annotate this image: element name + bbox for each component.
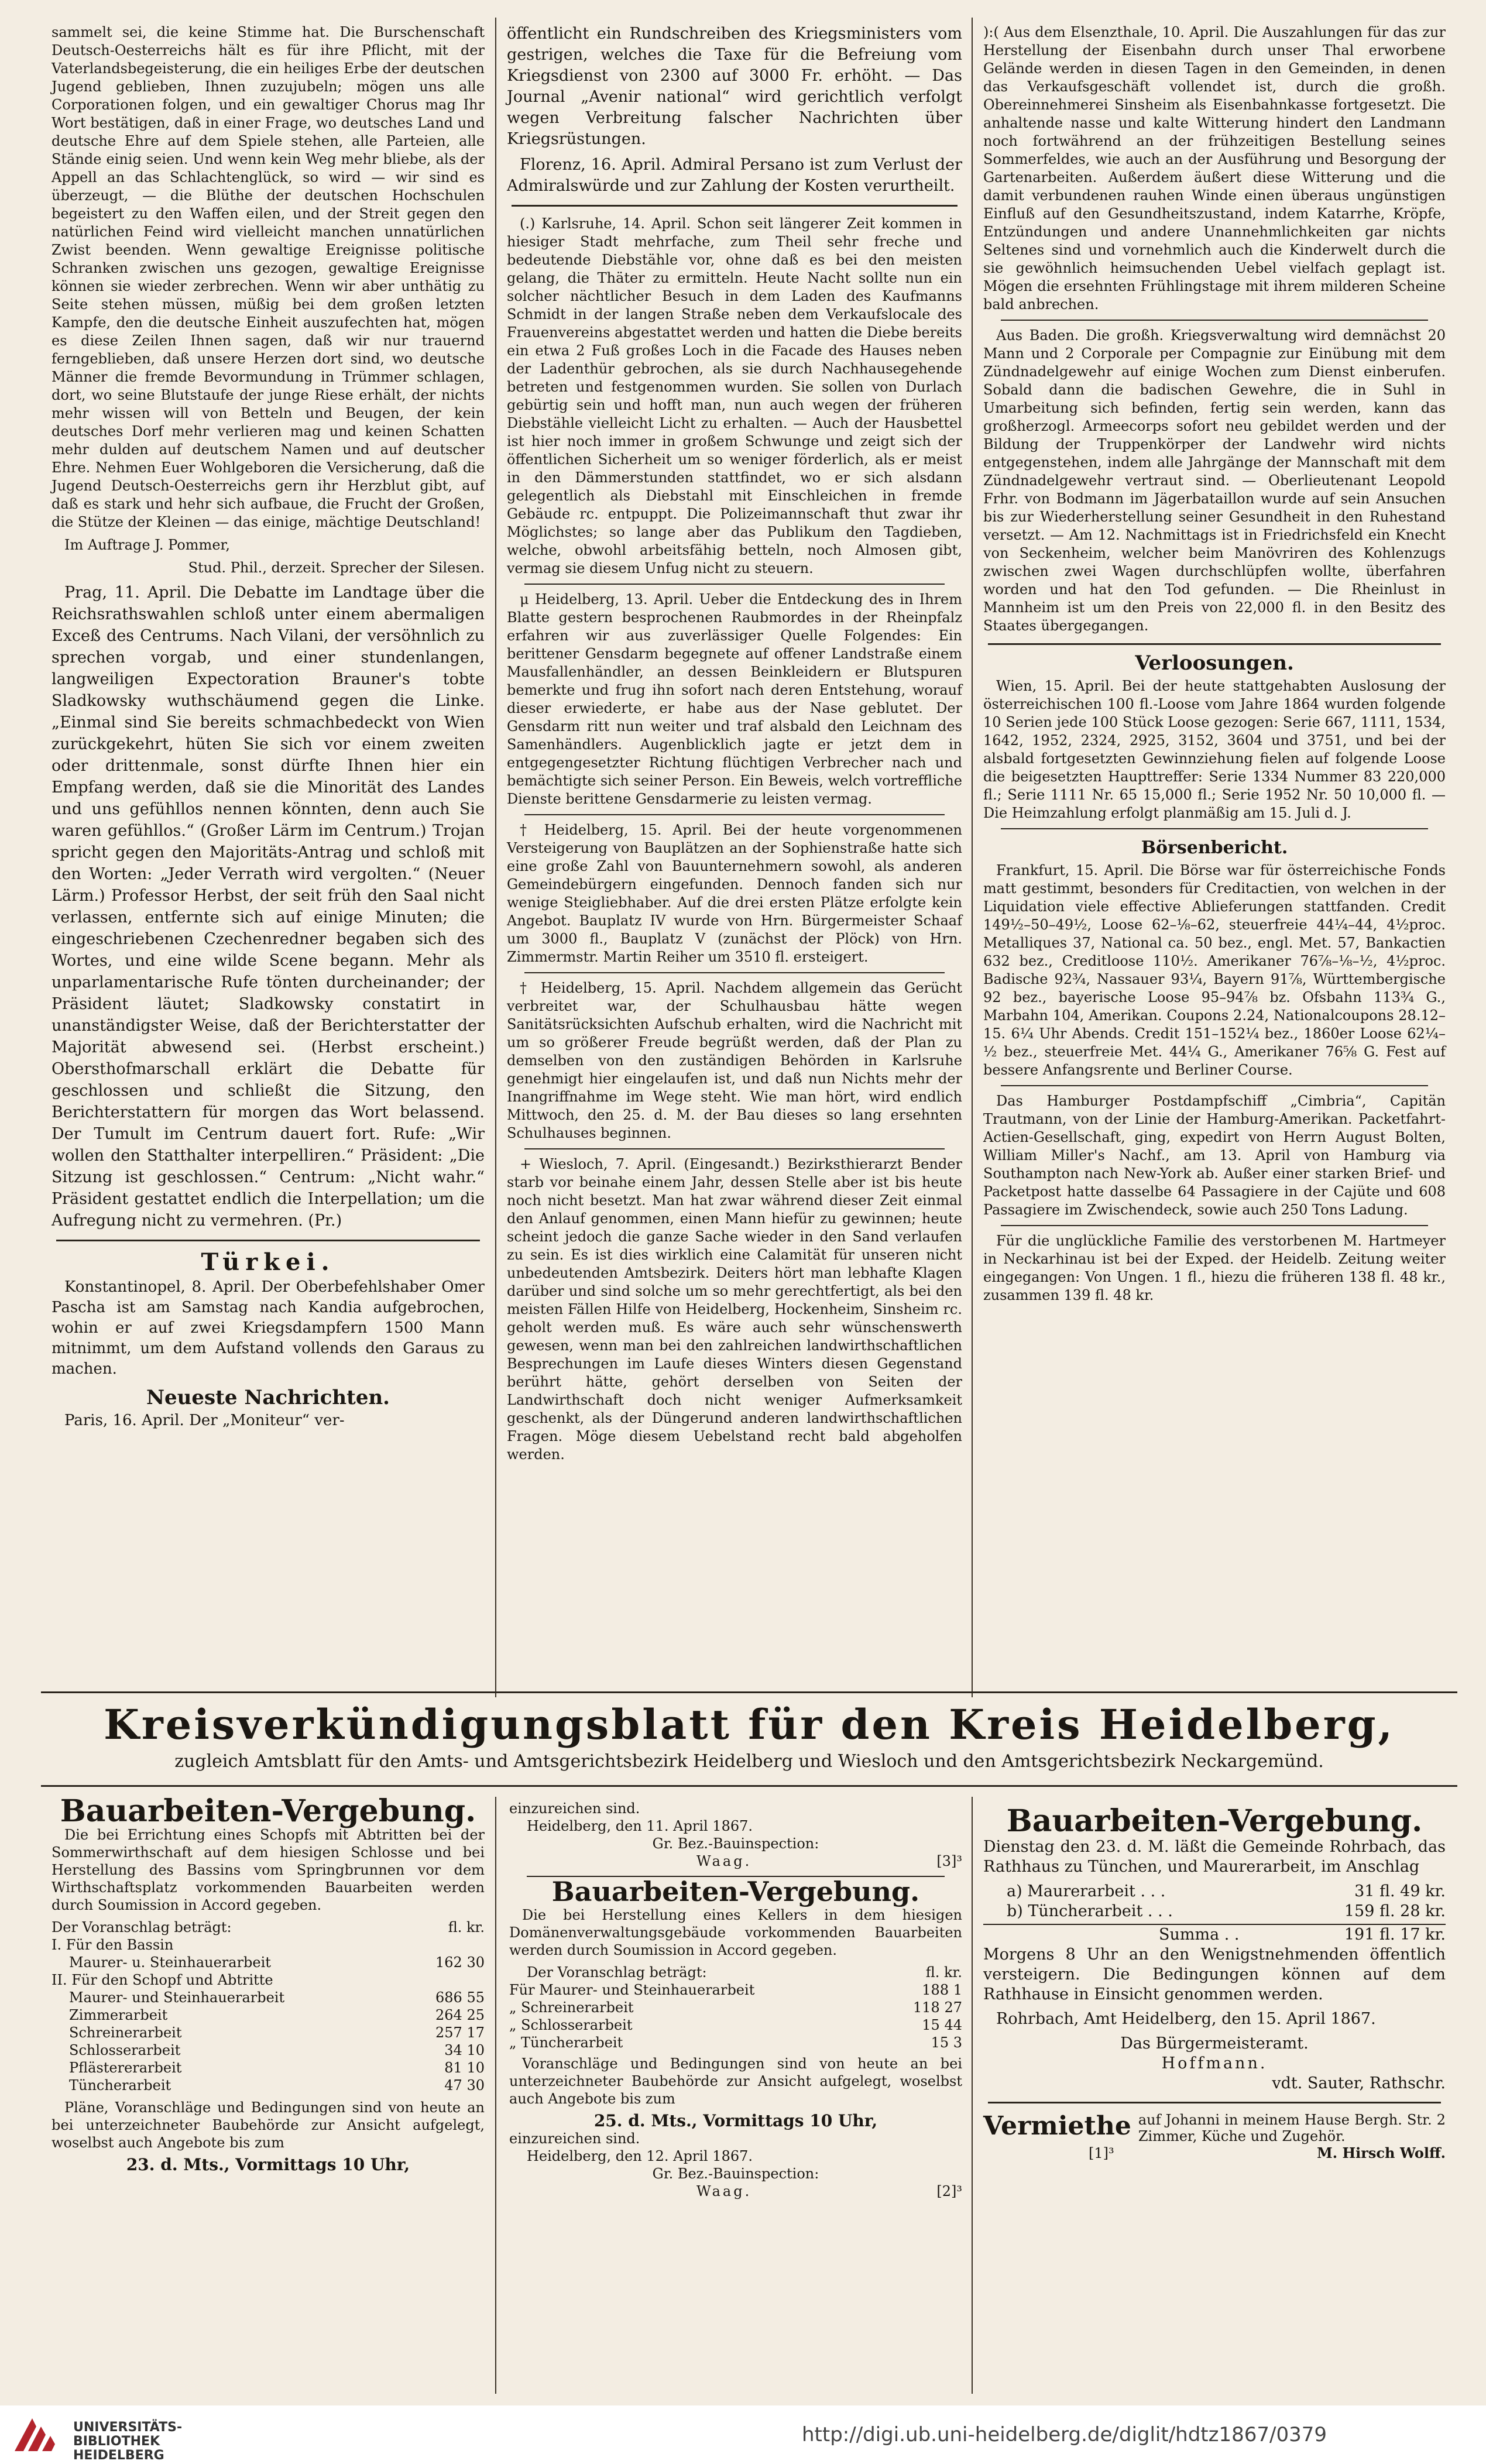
ad-date: Rohrbach, Amt Heidelberg, den 15. April 1867.	[996, 2010, 1376, 2028]
estimate-row	[509, 2016, 962, 2034]
estimate-label: Der Voranschlag beträgt:	[527, 1964, 707, 1981]
divider	[512, 205, 958, 207]
estimate-item-amount: 162 30	[435, 1954, 485, 1971]
ad-bauarbeiten-3	[983, 1803, 1446, 2162]
ad-text: einzureichen sind.	[509, 1800, 640, 1817]
divider	[41, 1785, 1457, 1787]
masthead-title: Kreisverkündigungsblatt für den Kreis Heidelberg,	[104, 1700, 1395, 1749]
estimate-item-amount: 15 44	[922, 2017, 962, 2033]
article-hartmeyer: Für die unglückliche Familie des verstorbenen M. Hartmeyer in Neckarhinau ist bei der Exped. der Heidelb. Zeitung weiter eingegangen: Von Ungen. 1 fl., hiezu die früheren 138 fl. 48 kr., zusammen 139 fl. 48 kr.	[983, 1233, 1446, 1303]
article-florenz: Florenz, 16. April. Admiral Persano ist zum Verlust der Admiralswürde und zur Zahlung der Kosten verurtheilt.	[507, 156, 962, 195]
ad-office: Gr. Bez.-Bauinspection:	[652, 2166, 819, 2182]
article-cimbria: Das Hamburger Postdampfschiff „Cimbria“, Capitän Trautmann, von der Linie der Hamburg-Amerikan. Packetfahrt-Actien-Gesellschaft, ging, expedirt von Herrn August Bolten, William Miller's Nachf., am 13. April von Hamburg via Southampton nach New-York ab. Außer einer starken Brief- und Packetpost hatte dasselbe 64 Passagiere in der Cajüte und 608 Passagiere im Zwischendeck, sowie auch 250 Tons Ladung.	[983, 1093, 1446, 1218]
estimate-row	[983, 1882, 1446, 1902]
ad-intro: Die bei Errichtung eines Schopfs mit Abtritten bei der Sommerwirthschaft auf dem hiesigen Schlosse und bei Herstellung des Bassins vom Springbrunnen vor dem Wirthschaftsplatz vorkommenden Bauarbeiten werden durch Soumission in Accord gegeben.	[52, 1827, 485, 1913]
article-baden: Aus Baden. Die großh. Kriegsverwaltung wird demnächst 20 Mann und 2 Corporale per Compagnie zur Einübung mit dem Zündnadelgewehr auf einige Wochen zum Dienst einberufen. Sobald dann die badischen Gewehre, die in Suhl in Umarbeitung sich befinden, fertig sein werden, kann das großherzogl. Armeecorps sofort neu gebildet werden und der Bildung der Truppenkörper der Landwehr wird nichts entgegenstehen, indem alle Jahrgänge der Mannschaft mit dem Zündnadelgewehr vertraut sind. — Oberlieutenant Leopold Frhr. von Bodmann im Jägerbataillon wurde auf sein Ansuchen bis zur Wiederherstellung seiner Gesundheit in den Ruhestand versetzt. — Am 12. Nachmittags ist in Friedrichsfeld ein Knecht von Seckenheim, welcher beim Manövriren des Kohlenzugs zwischen zwei Wagen durchschlüpfen wollte, überfahren worden und hat den Tod gefunden. — Die Rheinlust in Mannheim ist um den Preis von 22,000 fl. in den Besitz des Staates übergegangen.	[983, 327, 1446, 634]
divider	[524, 1148, 945, 1149]
estimate-item-amount: 257 17	[435, 2024, 485, 2041]
article-wien: Wien, 15. April. Bei der heute stattgehabten Auslosung der österreichischen 100 fl.-Loose vom Jahre 1864 wurden folgende 10 Serien jede 100 Stück Loose gezogen: Serie 667, 1111, 1534, 1642, 1952, 2324, 2925, 3152, 3604 und 3751, und bei der alsbald fortgesetzten Gewinnziehung fielen auf folgende Loose die beigesetzten Haupttreffer: Serie 1334 Nummer 83 220,000 fl.; Serie 1111 Nr. 65 15,000 fl.; Serie 1952 Nr. 50 10,000 fl. — Die Heimzahlung erfolgt planmäßig am 15. Juli d. J.	[983, 678, 1446, 821]
ad-title: Bauarbeiten-Vergebung.	[60, 1793, 476, 1829]
university-library-logo-icon	[12, 2416, 64, 2453]
library-name-line: UNIVERSITÄTS-	[73, 2420, 183, 2435]
column-divider	[495, 18, 496, 1697]
ad-sign: Waag.	[696, 2183, 752, 2199]
estimate-row	[52, 2024, 485, 2041]
estimate-item-label: Schlosserarbeit	[69, 2042, 181, 2058]
estimate-header	[509, 1964, 962, 1981]
section-title-boerse: Börsenbericht.	[1141, 838, 1288, 858]
section-title-news: Neueste Nachrichten.	[146, 1386, 390, 1409]
ad-vermiethe	[983, 2112, 1446, 2144]
estimate-row	[52, 2041, 485, 2059]
estimate-header	[52, 1919, 485, 1936]
library-footer	[0, 2405, 1486, 2464]
article-heidelberg-schulhaus: † Heidelberg, 15. April. Nachdem allgemein das Gerücht verbreitet war, der Schulhausbau hätte wegen Sanitätsrücksichten Aufschub erhalten, wird die Nachricht mit um so größerer Freude begrüßt werden, daß der Plan zu demselben von den zuständigen Behörden in Karlsruhe genehmigt hier eingelaufen ist, und daß nun Nichts mehr der Inangriffnahme im Wege steht. Wie man hört, wird endlich Mittwoch, den 25. d. M. der Bau dieses so lang ersehnten Schulhauses beginnen.	[507, 980, 962, 1141]
divider	[988, 643, 1441, 645]
section-title-tuerkei: Türkei.	[201, 1248, 335, 1276]
ad-deadline: 25. d. Mts., Vormittags 10 Uhr,	[593, 2111, 878, 2130]
estimate-item-amount: 81 10	[444, 2060, 485, 2076]
estimate-item-amount: 118 27	[913, 1999, 962, 2016]
estimate-item-amount: 47 30	[444, 2077, 485, 2094]
estimate-row	[983, 1902, 1446, 1921]
ad-sign: Hoffmann.	[1161, 2054, 1268, 2072]
estimate-item-amount: 31 fl. 49 kr.	[1354, 1882, 1446, 1900]
estimate-item-label: Zimmerarbeit	[69, 2007, 168, 2023]
ad-ref: [3]³	[936, 1853, 962, 1869]
ad-text: auf Johanni in meinem Hause Bergh. Str. 2 Zimmer, Küche und Zugehör.	[1138, 2112, 1446, 2144]
column-divider	[495, 1797, 496, 2394]
unit-label: fl. kr.	[925, 1964, 962, 1981]
estimate-sum: 191 fl. 17 kr.	[1344, 1926, 1446, 1944]
estimate-row	[509, 2034, 962, 2051]
ad-sign-row	[509, 2182, 962, 2200]
ad-sign: M. Hirsch Wolff.	[1317, 2144, 1446, 2161]
ad-ref: [1]³	[1089, 2145, 1114, 2161]
estimate-item-label: Tüncherarbeit	[69, 2077, 171, 2094]
column-divider	[972, 1797, 973, 2394]
masthead	[41, 1700, 1457, 1772]
ad-date: Heidelberg, den 12. April 1867.	[527, 2148, 753, 2164]
article-prag: Prag, 11. April. Die Debatte im Landtage über die Reichsrathswahlen schloß unter einem abermaligen Exceß des Centrums. Nach Vilani, der versöhnlich zu sprechen vorgab, und einer stundenlangen, langweiligen Expectoration Brauner's tobte Sladkowsky wuthschäumend gegen die Linke. „Einmal sind Sie bereits schmachbedeckt von Wien zurückgekehrt, hüten Sie sich vor einem zweiten oder drittenmale, sonst dürfte Ihnen hier ein Empfang werden, daß sie die Minorität des Landes und uns gefühllos nennen könnten, denn auch Sie waren gefühllos.“ (Großer Lärm im Centrum.) Trojan spricht gegen den Majoritäts-Antrag und schloß mit den Worten: „Jeder Verrath wird vergolten.“ (Neuer Lärm.) Professor Herbst, der seit früh den Saal nicht verlassen, entfernte sich auf einige Minuten; die eingeschriebenen Czechenredner begaben sich des Wortes, und eine wilde Scene begann. Mehr als unparlamentarische Rufe tönten durcheinander; der Präsident läutet; Sladkowsky constatirt in unanständigster Weise, daß der Berichterstatter der Majorität abwesend sei. (Herbst erscheint.) Obersthofmarschall erklärt die Debatte für geschlossen und schließt die Sitzung, den Berichterstattern für morgen das Wort belassend. Der Tumult im Centrum dauert fort. Rufe: „Wir wollen den Statthalter interpelliren.“ Präsident: „Die Sitzung ist geschlossen.“ Centrum: „Nicht wahr.“ Präsident gestattet endlich die Interpellation; um die Aufregung nicht zu vermehren. (Pr.)	[52, 584, 485, 1230]
article-burschenschaft: sammelt sei, die keine Stimme hat. Die Burschenschaft Deutsch-Oesterreichs hält es für ihre Pflicht, mit der Vaterlandsbegeisterung, die ein heiliges Erbe der deutschen Jugend geblieben, Ihnen zuzujubeln; mögen uns alle Corporationen folgen, und ein gewaltiger Chorus mag Ihr Wort bestätigen, daß in einer Frage, wo deutsches Land und deutsche Ehre auf dem Spiele stehen, alle Parteien, alle Stände einig seien. Und wenn kein Weg mehr bliebe, als der Appell an das Schlachtenglück, so wird — wir sind es überzeugt, — die Blüthe der deutschen Hochschulen begeistert zu den Waffen eilen, und der Streit gegen den natürlichen Feind wird vielleicht manchen unnatürlichen Zwist beenden. Wenn gewaltige Ereignisse politische Schranken zwischen uns gezogen, gewaltige Ereignisse können sie wieder zerbrechen. Wenn wir aber unthätig zu Seite stehen müssen, müßig bei dem großen letzten Kampfe, den die deutsche Einheit auszufechten hat, mögen es diese Zeilen Ihnen sagen, daß wir nur trauernd ferngeblieben, daß unsere Herzen dort sind, wo deutsche Männer die fremde Bevormundung in Trümmer schlagen, dort, wo seine Blutstaufe der junge Riese erhält, der nichts mehr wissen will von Betteln und Beugen, der kein deutsches Dorf mehr verlieren mag und keinen Schatten mehr dulden auf deutschem Namen und auf deutscher Ehre. Nehmen Euer Wohlgeboren die Versicherung, daß die Jugend Deutsch-Oesterreichs gern ihr Herzblut gibt, auf daß es stark und hehr sich aufbaue, die Frucht der Großen, die Stütze der Kleinen — das einige, mächtige Deutschland!	[52, 24, 485, 530]
article-paris: Paris, 16. April. Der „Moniteur“ ver-	[64, 1412, 345, 1429]
estimate-item-label: „ Schlosserarbeit	[509, 2017, 633, 2033]
masthead-subtitle: zugleich Amtsblatt für den Amts- und Amtsgerichtsbezirk Heidelberg und Wiesloch und den Amtsgerichtsbezirk Neckargemünd.	[174, 1751, 1324, 1772]
article-karlsruhe: (.) Karlsruhe, 14. April. Schon seit längerer Zeit kommen in hiesiger Stadt mehrfache, zum Theil sehr freche und bedeutende Diebstähle vor, ohne daß es bei den meisten gelang, die Thäter zu ermitteln. Heute Nacht sollte nun ein solcher nächtlicher Besuch in dem Laden des Kaufmanns Schmidt in der langen Straße neben dem Verkaufslocale des Frauenvereins abgestattet werden und hatten die Diebe bereits ein etwa 2 Fuß großes Loch in die Facade des Hauses neben der Ladenthür gebrochen, als sie durch Nachhausegehende betreten und festgenommen wurden. Sie sollen von Durlach gebürtig sein und hofft man, nun auch wegen der früheren Diebstähle vielleicht Licht zu erhalten. — Auch der Hausbettel ist hier noch immer in großem Schwunge und zeigt sich der öffentlichen Sicherheit um so weniger förderlich, als er meist in den Dämmerstunden stattfindet, wo er sich alsdann gelegentlich als Diebstahl mit Einschleichen in fremde Gebäude rc. entpuppt. Die Polizeimannschaft thut zwar ihr Möglichstes; so lange aber das Publikum den Tagdieben, welche, obwohl arbeitsfähig betteln, noch Almosen gibt, vermag sie diesem Unfug nicht zu steuern.	[507, 215, 962, 576]
estimate-item-amount: 188 1	[922, 1982, 962, 1998]
ad-ref: [2]³	[936, 2183, 962, 2199]
ad-intro: Dienstag den 23. d. M. läßt die Gemeinde Rohrbach, das Rathhaus zu Tünchen, und Maurerarbeit, im Anschlag	[983, 1838, 1446, 1876]
estimate-row	[52, 2006, 485, 2024]
ad-office: Gr. Bez.-Bauinspection:	[652, 1835, 819, 1852]
ad-bauarbeiten-1	[52, 1793, 485, 2174]
ad-outro: Pläne, Voranschläge und Bedingungen sind von heute an bei unterzeichneter Baubehörde zur Ansicht aufgelegt, woselbst auch Angebote bis zum	[52, 2099, 485, 2151]
ad-deadline: 23. d. Mts., Vormittags 10 Uhr,	[126, 2155, 410, 2174]
divider	[524, 972, 945, 973]
divider	[988, 2102, 1441, 2103]
estimate-sum-label: Summa . .	[1159, 1926, 1240, 1944]
ad-title: Vermiethe	[983, 2111, 1131, 2141]
ad-intro: Die bei Herstellung eines Kellers in dem hiesigen Domänenverwaltungsgebäude vorkommenden Bauarbeiten werden durch Soumission in Accord gegeben.	[509, 1907, 962, 1958]
ad-title: Bauarbeiten-Vergebung.	[551, 1876, 920, 1907]
estimate-item-label: Pflästererarbeit	[69, 2060, 182, 2076]
article-elsenzthal: ):( Aus dem Elsenzthale, 10. April. Die Auszahlungen für das zur Herstellung der Eisenbahn durch unser Thal erworbene Gelände werden in diesen Tagen in den Gemeinden, in denen das Verkaufsgeschäft vollendet ist, durch die großh. Obereinnehmerei Sinsheim als Eisenbahnkasse fortgesetzt. Die anhaltende nasse und kalte Witterung hindert den Landmann noch fortwährend an der frühzeitigen Bestellung seines Sommerfeldes, wie auch an der Ausführung und Besorgung der Gartenarbeiten. Außerdem äußert diese Witterung und die damit verbundenen rauhen Winde einen überaus ungünstigen Einfluß auf den Gesundheitszustand, indem Katarrhe, Kröpfe, Entzündungen und andere Unannehmlichkeiten gar nichts Seltenes sind und vornehmlich auch die Kinderwelt durch die sie gewöhnlich heimsuchenden Uebel vielfach geplagt ist. Mögen die ersehnten Frühlingstage mit ihrem milderen Scheine bald anbrechen.	[983, 24, 1446, 313]
divider	[41, 1691, 1457, 1693]
ad-sign-row	[509, 1852, 962, 1870]
estimate-row	[509, 1999, 962, 2016]
divider	[1001, 1085, 1428, 1086]
estimate-section: I. Für den Bassin	[52, 1937, 174, 1953]
estimate-item-label: „ Tüncherarbeit	[509, 2034, 623, 2051]
section-title-verloosungen: Verloosungen.	[1135, 651, 1294, 675]
estimate-item-amount: 159 fl. 28 kr.	[1344, 1902, 1446, 1920]
estimate-item-amount: 15 3	[931, 2034, 962, 2051]
estimate-label: Der Voranschlag beträgt:	[52, 1919, 232, 1935]
article-konstantinopel: Konstantinopel, 8. April. Der Oberbefehlshaber Omer Pascha ist am Samstag nach Kandia aufgebrochen, wohin er auf zwei Kriegsdampfern 1500 Mann mitnimmt, um dem Aufstand vollends den Garaus zu machen.	[52, 1278, 485, 1378]
ad-sign: Waag.	[696, 1853, 752, 1869]
library-name	[73, 2421, 182, 2463]
divider	[1001, 828, 1428, 829]
article-paris-cont: öffentlicht ein Rundschreiben des Kriegsministers vom gestrigen, welches die Taxe für die Befreiung vom Kriegsdienst von 2300 auf 3000 Fr. erhöht. — Das Journal „Avenir national“ wird gerichtlich verfolgt wegen Verbreitung falscher Nachrichten über Kriegsrüstungen.	[507, 25, 962, 148]
divider	[56, 1240, 480, 1241]
article-heidelberg-bauplaetze: † Heidelberg, 15. April. Bei der heute vorgenommenen Versteigerung von Bauplätzen an der Sophienstraße hatte sich eine große Zahl von Bauunternehmern sowohl, als anderen Gemeindebürgern eingefunden. Dennoch fanden sich nur wenige Steigliebhaber. Auf die drei ersten Plätze erfolgte kein Angebot. Bauplatz IV wurde von Hrn. Bürgermeister Schaaf um 3000 fl., Bauplatz V (zunächst der Plöck) von Hrn. Zimmermstr. Martin Reiher um 3510 fl. ersteigert.	[507, 822, 962, 965]
estimate-row	[52, 2077, 485, 2094]
column-3	[983, 23, 1446, 1309]
unit-label: fl. kr.	[448, 1919, 485, 1935]
article-boerse: Frankfurt, 15. April. Die Börse war für österreichische Fonds matt gestimmt, besonders für Creditactien, von welchen in der Liquidation viele effective Ablieferungen stattfanden. Credit 149½–50–49½, Loose 62–⅛–62, steuerfreie 44¼–44, 4½proc. Metalliques 37, National ca. 50 bez., engl. Met. 57, Bankactien 632 bez., Creditloose 110½. Amerikaner 76⅞–⅛–½, 4½proc. Badische 92¾, Nassauer 93¼, Bayern 91⅞, Württembergische 92 bez., bayerische Loose 95–94⅞ bz. Ofsbahn 113¾ G., Marbahn 104, Amerikan. Coupons 2.24, Nationalcoupons 28.12–15. 6¼ Uhr Abends. Credit 151–152¼ bez., 1860er Loose 62¼–½ bez., steuerfreie Met. 44¼ G., Amerikaner 76⅝ G. Fest auf bessere Anfangsrente und Berliner Course.	[983, 862, 1446, 1078]
estimate-row	[52, 1954, 485, 1971]
estimate-item-label: Schreinerarbeit	[69, 2024, 182, 2041]
estimate-section: II. Für den Schopf und Abtritte	[52, 1972, 273, 1988]
estimate-row	[52, 2059, 485, 2077]
estimate-item-label: a) Maurerarbeit . . .	[1007, 1882, 1166, 1900]
ad-office: Das Bürgermeisteramt.	[1120, 2034, 1309, 2053]
signature-line: Im Auftrage J. Pommer,	[64, 537, 230, 553]
column-divider	[972, 18, 973, 1697]
ad-text: einzureichen sind.	[509, 2130, 640, 2147]
estimate-item-label: „ Schreinerarbeit	[509, 1999, 634, 2016]
estimate-row	[52, 1989, 485, 2006]
estimate-item-label: Maurer- und Steinhauerarbeit	[69, 1989, 285, 2006]
estimate-item-amount: 264 25	[435, 2007, 485, 2023]
divider	[524, 584, 945, 585]
source-url-link[interactable]: http://digi.ub.uni-heidelberg.de/diglit/hdtz1867/0379	[802, 2423, 1327, 2446]
estimate-item-label: b) Tüncherarbeit . . .	[1007, 1902, 1173, 1920]
estimate-item-label: Maurer- u. Steinhauerarbeit	[69, 1954, 271, 1971]
estimate-row	[509, 1981, 962, 1999]
ad-title: Bauarbeiten-Vergebung.	[1006, 1803, 1423, 1839]
ad-sign-row	[983, 2144, 1446, 2162]
library-name-line: BIBLIOTHEK	[73, 2434, 160, 2449]
estimate-item-amount: 34 10	[444, 2042, 485, 2058]
divider	[1001, 320, 1428, 321]
column-1	[52, 23, 485, 1435]
ad-date: Heidelberg, den 11. April 1867.	[527, 1818, 753, 1834]
article-wiesloch: + Wiesloch, 7. April. (Eingesandt.) Bezirksthierarzt Bender starb vor beinahe einem Jahr, dessen Stelle aber ist bis heute noch nicht besetzt. Man hat zwar während dieser Zeit einmal den Anlauf genommen, einen Mann hiefür zu gewinnen; heute scheint jedoch die ganze Sache wieder in den Sand verlaufen zu sein. Es ist dies wirklich eine Calamität für unseren nicht unbedeutenden Amtsbezirk. Deiters hört man lebhafte Klagen darüber und sind solche um so mehr gerechtfertigt, als bei den meisten Fällen Hilfe von Heidelberg, Hockenheim, Sinsheim rc. geholt werden muß. Es wäre auch sehr wünschenswerth gewesen, wenn man bei den zahlreichen landwirthschaftlichen Besprechungen im Laufe dieses Winters diesen Gegenstand berührt hätte, gehört derselben von Seiten der Landwirthschaft doch nicht weniger Aufmerksamkeit geschenkt, als der Düngerund anderen landwirthschaftlichen Fragen. Möge diesem Uebelstand recht bald abgeholfen werden.	[507, 1156, 962, 1463]
signature-line: Stud. Phil., derzeit. Sprecher der Silesen.	[188, 560, 485, 576]
estimate-sum-row	[983, 1924, 1446, 1945]
ad-outro: Voranschläge und Bedingungen sind von heute an bei unterzeichneter Baubehörde zur Ansicht aufgelegt, woselbst auch Angebote bis zum	[509, 2055, 962, 2107]
article-heidelberg-raubmord: μ Heidelberg, 13. April. Ueber die Entdeckung des in Ihrem Blatte gestern besprochenen Raubmordes in der Rheinpfalz erfahren wir aus zuverlässiger Quelle Folgendes: Ein berittener Gensdarm begegnete auf offener Landstraße einem Mausfallenhändler, an dessen Beinkleidern er Blutspuren bemerkte und frug ihn sofort nach deren Entstehung, worauf dieser erwiederte, er habe aus der Nase geblutet. Der Gensdarm ritt nun weiter und traf alsbald den Leichnam des Samenhändlers. Augenblicklich jagte er jetzt dem in entgegengesetzter Richtung flüchtigen Verbrecher nach und bemächtigte sich seiner Person. Ein Beweis, welch vortreffliche Dienste berittene Gensdarmerie zu leisten vermag.	[507, 591, 962, 807]
ad-sign: vdt. Sauter, Rathschr.	[1272, 2074, 1446, 2092]
estimate-item-label: Für Maurer- und Steinhauerarbeit	[509, 1982, 755, 1998]
divider	[1001, 1225, 1428, 1226]
ad-bauarbeiten-2	[509, 1800, 962, 2200]
ad-outro: Morgens 8 Uhr an den Wenigstnehmenden öffentlich versteigern. Die Bedingungen können auf dem Rathhause in Einsicht genommen werden.	[983, 1945, 1446, 2003]
column-2	[507, 23, 962, 1468]
divider	[524, 814, 945, 815]
library-name-line: HEIDELBERG	[73, 2448, 164, 2463]
estimate-item-amount: 686 55	[435, 1989, 485, 2006]
